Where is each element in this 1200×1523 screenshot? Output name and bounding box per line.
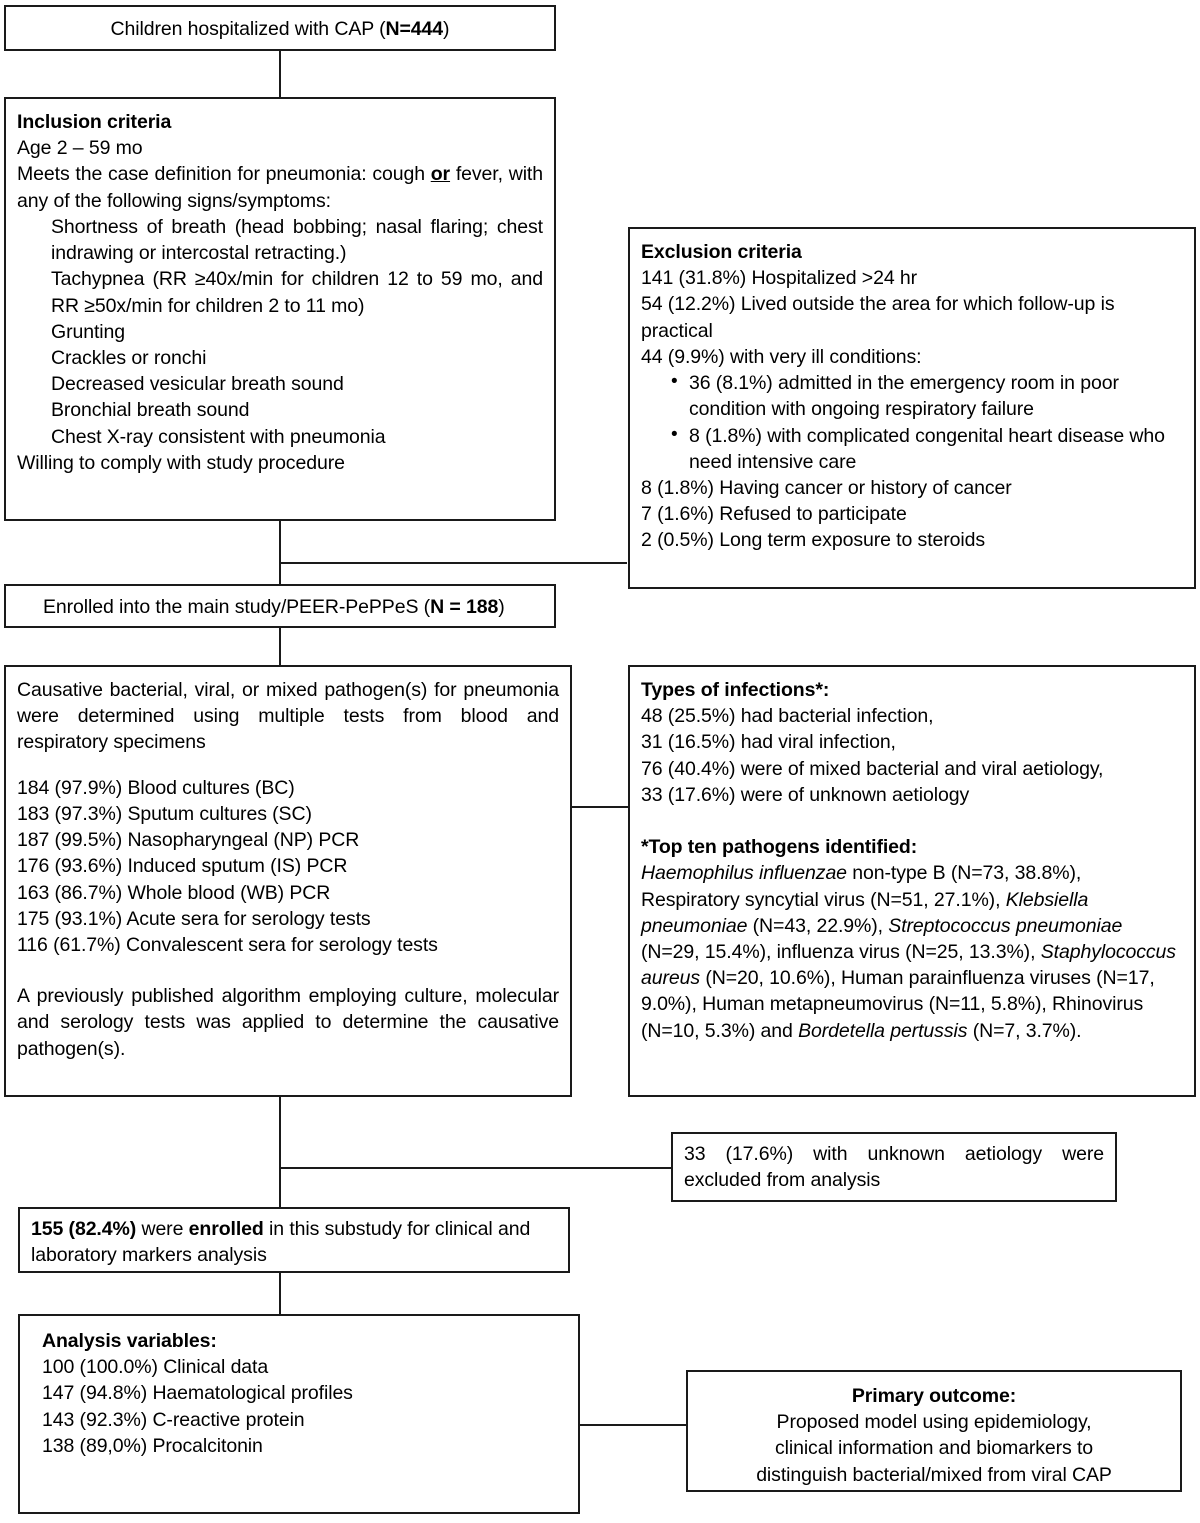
- pathogen-name: Human parainfluenza viruses: [840, 967, 1091, 990]
- exclusion-item: 7 (1.6%) Refused to participate: [641, 503, 907, 526]
- inclusion-sign: Bronchial breath sound: [51, 399, 250, 422]
- pathogen-count: (N=10, 5.3%): [641, 1019, 756, 1042]
- methods-test-item: 187 (99.5%) Nasopharyngeal (NP) PCR: [17, 829, 360, 852]
- box-types-of-infections: [628, 665, 1196, 1097]
- pathogen-count: (N=25, 13.3%),: [899, 940, 1036, 963]
- exclusion-item: 8 (1.8%) Having cancer or history of cancer: [641, 476, 1012, 499]
- substudy-text: [31, 1216, 557, 1268]
- pathogen-count: non-type B (N=73, 38.8%),: [846, 862, 1082, 885]
- connector-title-to-inclusion: [279, 49, 281, 98]
- pathogen-name: Klebsiella pneumoniae: [641, 888, 1089, 937]
- analysis-item-list: [42, 1354, 567, 1459]
- analysis-item: 138 (89,0%) Procalcitonin: [42, 1434, 263, 1457]
- pathogen-name: Haemophilus influenzae: [641, 862, 847, 885]
- connector-methods-to-infections: [572, 806, 628, 808]
- case-def-or: or: [430, 163, 451, 186]
- spacer: [17, 756, 559, 775]
- exclusion-bullet-list: [641, 370, 1183, 475]
- box-causative-pathogen-methods: [4, 665, 572, 1097]
- exclusion-bullet: • 36 (8.1%) admitted in the emergency room in poor condition with ongoing respiratory failure: [671, 370, 1183, 422]
- substudy-enrolled-word: enrolled: [188, 1218, 264, 1240]
- infections-item: 48 (25.5%) had bacterial infection,: [641, 705, 934, 728]
- pathogen-name: influenza virus: [776, 940, 900, 963]
- box-substudy-enrolled: [18, 1207, 570, 1273]
- pathogen-name: Staphylococcus aureus: [641, 940, 1176, 990]
- spacer: [17, 958, 559, 983]
- methods-test-item: 163 (86.7%) Whole blood (WB) PCR: [17, 881, 331, 904]
- inclusion-willing: Willing to comply with study procedure: [17, 451, 345, 474]
- box-primary-outcome: [686, 1370, 1182, 1492]
- exclusion-item: 2 (0.5%) Long term exposure to steroids: [641, 529, 986, 552]
- connector-inclusion-to-enrolled: [279, 519, 281, 585]
- infections-item-list: [641, 703, 1183, 808]
- pathogen-count: (N=17, 9.0%),: [641, 967, 1155, 1016]
- primary-outcome-line: clinical information and biomarkers to: [774, 1437, 1094, 1460]
- title-text: [17, 14, 543, 44]
- box-enrolled-main-study: [4, 584, 556, 628]
- substudy-suffix: in this substudy for clinical and laboratory markers analysis: [31, 1218, 531, 1267]
- excluded-unknown-text: 33 (17.6%) with unknown aetiology were excluded from analysis: [684, 1143, 1104, 1192]
- top-pathogens-text: Haemophilus influenzae non-type B (N=73, 38.8%), Respiratory syncytial virus (N=51, 27.1%), Klebsiella pneumoniae (N=43, 22.9%), Streptococcus pneumoniae (N=29, 15.4%), influenza virus (N=25, 13.3%), Staphylococcus aureus (N=20, 10.6%), Human parainfluenza viruses (N=17, 9.0%), Human metapneumovirus (N=11, 5.8%), Rhinovirus (N=10, 5.3%) and Bordetella pertussis (N=7, 3.7%).: [641, 862, 1176, 1042]
- primary-outcome-heading: Primary outcome:: [851, 1385, 1017, 1407]
- pathogen-name: Streptococcus pneumoniae: [888, 914, 1123, 937]
- inclusion-sign: Decreased vesicular breath sound: [51, 373, 344, 396]
- exclusion-heading: Exclusion criteria: [641, 241, 802, 263]
- infections-item: 31 (16.5%) had viral infection,: [641, 731, 896, 754]
- box-exclusion-criteria: [628, 227, 1196, 589]
- pathogen-count: (N=51, 27.1%),: [864, 888, 1001, 911]
- inclusion-sign: Shortness of breath (head bobbing; nasal flaring; chest indrawing or intercostal retracting.): [51, 215, 543, 265]
- infections-heading: Types of infections*:: [641, 679, 830, 701]
- methods-test-item: 184 (97.9%) Blood cultures (BC): [17, 776, 295, 799]
- pathogen-count: (N=43, 22.9%),: [747, 914, 883, 937]
- connector-methods-to-substudy: [279, 1096, 281, 1208]
- case-def-suffix: fever, with any of the following signs/symptoms:: [17, 163, 543, 212]
- methods-test-item: 175 (93.1%) Acute sera for serology tests: [17, 907, 371, 930]
- spacer: [641, 808, 1183, 834]
- connector-to-excluded-unknown: [279, 1167, 671, 1169]
- infections-item: 33 (17.6%) were of unknown aetiology: [641, 783, 970, 806]
- inclusion-sign: Chest X-ray consistent with pneumonia: [51, 425, 386, 448]
- substudy-mid: were: [136, 1218, 189, 1240]
- box-children-hospitalized: [4, 5, 556, 51]
- inclusion-sign: Grunting: [51, 320, 125, 343]
- methods-paragraph-1: Causative bacterial, viral, or mixed pathogen(s) for pneumonia were determined using multiple tests from blood and respiratory specimens: [17, 679, 559, 754]
- methods-test-list: [17, 775, 559, 959]
- connector-substudy-to-analysis: [279, 1271, 281, 1315]
- infections-item: 76 (40.4%) were of mixed bacterial and viral aetiology,: [641, 757, 1104, 780]
- exclusion-item: 141 (31.8%) Hospitalized >24 hr: [641, 267, 918, 290]
- analysis-item: 100 (100.0%) Clinical data: [42, 1356, 269, 1379]
- top-pathogens-heading: *Top ten pathogens identified:: [641, 836, 918, 859]
- pathogen-count: (N=20, 10.6%),: [700, 967, 836, 990]
- inclusion-sign: Tachypnea (RR ≥40x/min for children 12 to 59 mo, and RR ≥50x/min for children 2 to 11 mo): [51, 268, 543, 317]
- methods-test-item: 116 (61.7%) Convalescent sera for serology tests: [17, 933, 438, 956]
- title-prefix: Children hospitalized with CAP (: [110, 18, 386, 40]
- inclusion-age: Age 2 – 59 mo: [17, 137, 143, 160]
- analysis-heading: Analysis variables:: [42, 1330, 217, 1352]
- primary-outcome-line: Proposed model using epidemiology,: [776, 1411, 1092, 1434]
- title-suffix: ): [443, 18, 450, 40]
- title-n-value: N=444: [385, 18, 444, 40]
- inclusion-case-definition: [17, 161, 543, 213]
- inclusion-signs-list: [17, 214, 543, 450]
- exclusion-item: 54 (12.2%) Lived outside the area for which follow-up is practical: [641, 293, 1115, 342]
- methods-test-item: 183 (97.3%) Sputum cultures (SC): [17, 802, 312, 825]
- pathogen-count: (N=7, 3.7%).: [967, 1019, 1082, 1042]
- pathogen-count: (N=29, 15.4%),: [641, 940, 772, 963]
- inclusion-heading: Inclusion criteria: [17, 111, 172, 133]
- pathogen-name: Respiratory syncytial virus: [641, 888, 865, 911]
- box-inclusion-criteria: [4, 97, 556, 521]
- connector-inclusion-to-exclusion: [279, 562, 627, 564]
- substudy-count: 155 (82.4%): [31, 1218, 137, 1240]
- analysis-item: 143 (92.3%) C-reactive protein: [42, 1408, 305, 1431]
- connector-analysis-to-outcome: [572, 1424, 686, 1426]
- box-excluded-unknown-aetiology: [671, 1132, 1117, 1202]
- methods-paragraph-2: A previously published algorithm employing culture, molecular and serology tests was applied to determine the causative pathogen(s).: [17, 985, 559, 1060]
- inclusion-sign: Crackles or ronchi: [51, 346, 207, 369]
- analysis-item: 147 (94.8%) Haematological profiles: [42, 1382, 353, 1405]
- methods-test-item: 176 (93.6%) Induced sputum (IS) PCR: [17, 855, 348, 878]
- exclusion-bullet: • 8 (1.8%) with complicated congenital heart disease who need intensive care: [671, 423, 1183, 475]
- enrolled-n-value: N = 188: [430, 596, 499, 618]
- pathogen-name: Bordetella pertussis: [798, 1019, 968, 1042]
- pathogen-name: Human metapneumovirus: [702, 993, 924, 1016]
- enrolled-suffix: ): [498, 596, 505, 618]
- pathogen-count: (N=11, 5.8%),: [923, 993, 1047, 1016]
- enrolled-prefix: Enrolled into the main study/PEER-PePPeS (: [43, 596, 431, 618]
- pathogen-name: Rhinovirus: [1052, 993, 1144, 1016]
- enrolled-main-text: [17, 593, 543, 622]
- box-analysis-variables: [18, 1314, 580, 1514]
- case-def-prefix: Meets the case definition for pneumonia: cough: [17, 163, 431, 186]
- exclusion-item: 44 (9.9%) with very ill conditions:: [641, 345, 922, 368]
- primary-outcome-line: distinguish bacterial/mixed from viral CAP: [756, 1463, 1112, 1486]
